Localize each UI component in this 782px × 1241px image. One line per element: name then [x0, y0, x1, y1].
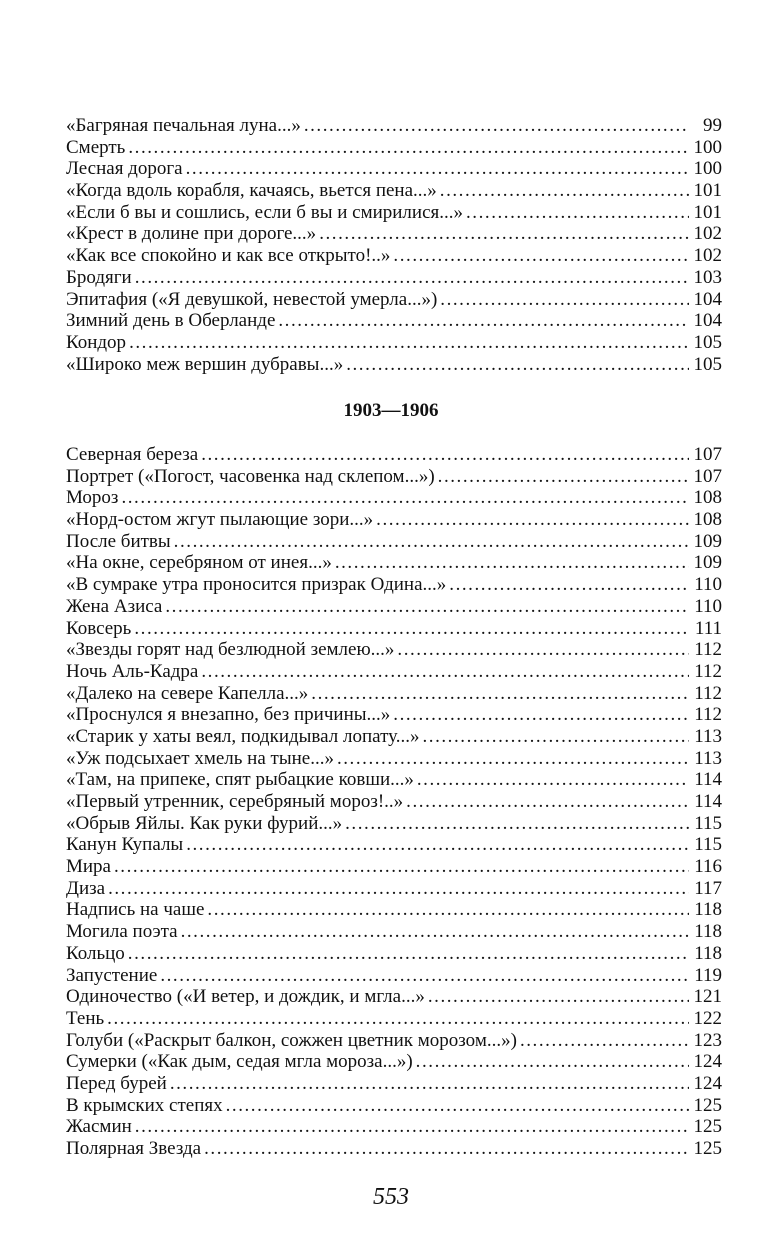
toc-entry-title: Смерть: [66, 136, 126, 158]
dot-leader: [181, 921, 689, 943]
toc-entry-title: Одиночество («И ветер, и дождик, и мгла...»: [66, 986, 425, 1008]
toc-entry-title: «В сумраке утра проносится призрак Одина...»: [66, 574, 447, 596]
toc-entry: [66, 878, 722, 900]
toc-entry-title: Сумерки («Как дым, седая мгла мороза...»): [66, 1051, 413, 1073]
toc-entry: [66, 223, 722, 245]
toc-entry-page: 105: [693, 331, 722, 353]
toc-entry-title: «Там, на припеке, спят рыбацкие ковши...»: [66, 769, 414, 791]
toc-entry-page: 124: [693, 1072, 722, 1094]
toc-entry-title: «Широко меж вершин дубравы...»: [66, 353, 344, 375]
toc-entry-page: 114: [694, 769, 722, 791]
dot-leader: [121, 487, 689, 509]
toc-entry-page: 101: [693, 180, 722, 202]
toc-entry-page: 125: [693, 1138, 722, 1159]
toc-entry: [66, 596, 722, 618]
dot-leader: [304, 115, 689, 137]
toc-entry-title: Жасмин: [66, 1116, 132, 1138]
dot-leader: [438, 466, 689, 488]
toc-entry-page: 124: [693, 1051, 722, 1073]
toc-entry: [66, 683, 722, 705]
toc-entry: [66, 180, 722, 202]
toc-entry-page: 105: [693, 353, 722, 375]
toc-entry: [66, 1095, 722, 1117]
dot-leader: [201, 661, 689, 683]
dot-leader: [440, 180, 689, 202]
toc-entry-title: Полярная Звезда: [66, 1138, 202, 1159]
toc-entry: [66, 986, 722, 1008]
toc-entry-title: Портрет («Погост, часовенка над склепом...»): [66, 465, 435, 487]
dot-leader: [406, 791, 689, 813]
toc-entry: [66, 1030, 722, 1052]
toc-entry-title: Мира: [66, 856, 111, 878]
toc-entry: [66, 1138, 722, 1160]
toc-entry: [66, 158, 722, 180]
toc-entry-title: «Обрыв Яйлы. Как руки фурий...»: [66, 812, 343, 834]
dot-leader: [160, 965, 689, 987]
dot-leader: [128, 943, 689, 965]
toc-entry-page: 114: [694, 791, 722, 812]
toc-entry-title: «Проснулся я внезапно, без причины...»: [66, 704, 391, 726]
toc-entry-title: «Если б вы и сошлись, если б вы и смирилися...»: [66, 201, 463, 223]
toc-entry-title: Мороз: [66, 487, 119, 509]
toc-entry: [66, 466, 722, 488]
toc-entry: [66, 310, 722, 332]
dot-leader: [520, 1030, 689, 1052]
toc-entry-title: Запустение: [66, 964, 158, 986]
toc-entry-title: «Норд-остом жгут пылающие зори...»: [66, 509, 374, 531]
toc-entry: [66, 509, 722, 531]
toc-entry: [66, 267, 722, 289]
toc-entry-page: 103: [693, 266, 722, 288]
dot-leader: [416, 1051, 689, 1073]
dot-leader: [440, 289, 689, 311]
toc-entry-page: 118: [694, 921, 722, 943]
dot-leader: [135, 1116, 689, 1138]
dot-leader: [186, 834, 689, 856]
toc-entry: [66, 965, 722, 987]
toc-entry-page: 101: [693, 201, 722, 223]
toc-entry: [66, 1073, 722, 1095]
dot-leader: [422, 726, 689, 748]
dot-leader: [393, 704, 689, 726]
toc-entry-page: 112: [694, 682, 722, 704]
toc-entry-page: 112: [694, 660, 722, 682]
dot-leader: [335, 552, 689, 574]
toc-entry-title: «Багряная печальная луна...»: [66, 115, 301, 136]
toc-entry-title: «Крест в долине при дороге...»: [66, 223, 317, 245]
dot-leader: [201, 444, 689, 466]
toc-entry: [66, 661, 722, 683]
dot-leader: [226, 1095, 689, 1117]
toc-entry-title: Канун Купалы: [66, 834, 184, 856]
toc-entry: [66, 943, 722, 965]
dot-leader: [108, 878, 689, 900]
toc-entry: [66, 245, 722, 267]
toc-entry: [66, 726, 722, 748]
dot-leader: [346, 354, 689, 376]
toc-entry-page: 110: [694, 595, 722, 617]
toc-entry-title: Кольцо: [66, 942, 125, 964]
dot-leader: [337, 748, 689, 770]
toc-entry-page: 113: [694, 747, 722, 769]
toc-entry-page: 110: [694, 574, 722, 596]
toc-entry-page: 118: [694, 899, 722, 921]
toc-entry-page: 121: [693, 986, 722, 1008]
toc-entry-title: Голуби («Раскрыт балкон, сожжен цветник морозом...»): [66, 1029, 517, 1051]
toc-entry: [66, 1116, 722, 1138]
dot-leader: [114, 856, 689, 878]
toc-entry-title: «Когда вдоль корабля, качаясь, вьется пена...»: [66, 180, 437, 202]
dot-leader: [393, 245, 689, 267]
toc-entry: [66, 552, 722, 574]
toc-entry-title: В крымских степях: [66, 1094, 223, 1116]
toc-entry-page: 125: [693, 1116, 722, 1138]
toc-entry-page: 100: [693, 158, 722, 180]
toc-entry: [66, 115, 722, 137]
toc-entry: [66, 791, 722, 813]
section-heading: 1903—1906: [343, 400, 439, 421]
toc-entry-title: Северная береза: [66, 444, 199, 465]
dot-leader: [107, 1008, 689, 1030]
toc-entry: [66, 137, 722, 159]
dot-leader: [170, 1073, 689, 1095]
dot-leader: [165, 596, 689, 618]
toc-entry-page: 102: [693, 245, 722, 267]
toc-entry: [66, 813, 722, 835]
page-number: 553: [373, 1184, 409, 1210]
toc-entry-page: 112: [694, 639, 722, 661]
toc-entry-title: «Звезды горят над безлюдной землею...»: [66, 639, 395, 661]
toc-entry: [66, 444, 722, 466]
toc-entry-page: 113: [694, 725, 722, 747]
toc-entry: [66, 921, 722, 943]
toc-entry-page: 104: [693, 310, 722, 332]
toc-entry-title: «Старик у хаты веял, подкидывал лопату...»: [66, 725, 420, 747]
toc-entry-title: Могила поэта: [66, 921, 178, 943]
toc-entry-page: 108: [693, 509, 722, 531]
toc-entry-page: 109: [693, 552, 722, 574]
dot-leader: [428, 986, 689, 1008]
toc-entry-page: 115: [694, 834, 722, 856]
toc-entry-page: 125: [693, 1094, 722, 1116]
toc-entry: [66, 332, 722, 354]
toc-entry: [66, 574, 722, 596]
toc-entry: [66, 202, 722, 224]
dot-leader: [319, 223, 689, 245]
toc-entry-title: Кондор: [66, 331, 127, 353]
toc-entry: [66, 769, 722, 791]
dot-leader: [466, 202, 689, 224]
toc-entry: [66, 531, 722, 553]
dot-leader: [128, 137, 689, 159]
toc-entry: [66, 748, 722, 770]
toc-entry: [66, 487, 722, 509]
dot-leader: [174, 531, 689, 553]
toc-entry-page: 104: [693, 288, 722, 310]
toc-entry-title: «Как все спокойно и как все открыто!..»: [66, 245, 391, 267]
toc-entry-title: Тень: [66, 1007, 105, 1029]
toc-entry-title: Диза: [66, 877, 106, 899]
toc-entry: [66, 899, 722, 921]
toc-entry: [66, 704, 722, 726]
toc-list-2: [66, 444, 722, 1160]
toc-entry-page: 107: [693, 444, 722, 465]
toc-entry-title: Бродяги: [66, 266, 132, 288]
toc-entry-page: 117: [694, 877, 722, 899]
dot-leader: [204, 1138, 689, 1160]
toc-entry-title: «Первый утренник, серебряный мороз!..»: [66, 791, 404, 812]
toc-entry-page: 112: [694, 704, 722, 726]
toc-entry-title: Перед бурей: [66, 1072, 167, 1094]
dot-leader: [135, 267, 689, 289]
dot-leader: [129, 332, 689, 354]
toc-entry-page: 119: [694, 964, 722, 986]
toc-entry-title: Эпитафия («Я девушкой, невестой умерла...»): [66, 288, 438, 310]
toc-entry-page: 111: [694, 617, 722, 639]
toc-entry-title: «На окне, серебряном от инея...»: [66, 552, 332, 574]
dot-leader: [278, 310, 689, 332]
dot-leader: [376, 509, 689, 531]
dot-leader: [417, 769, 689, 791]
toc-entry-page: 116: [694, 856, 722, 878]
toc-entry-page: 102: [693, 223, 722, 245]
toc-entry-title: Надпись на чаше: [66, 899, 205, 921]
toc-entry: [66, 1008, 722, 1030]
toc-entry-title: Жена Азиса: [66, 595, 163, 617]
toc-entry-page: 109: [693, 530, 722, 552]
toc-entry-title: Зимний день в Оберланде: [66, 310, 276, 332]
toc-entry-page: 115: [694, 812, 722, 834]
dot-leader: [207, 899, 689, 921]
toc-entry-title: Ковсерь: [66, 617, 132, 639]
toc-entry: [66, 354, 722, 376]
dot-leader: [345, 813, 689, 835]
toc-entry-title: «Уж подсыхает хмель на тыне...»: [66, 747, 334, 769]
dot-leader: [186, 158, 689, 180]
dot-leader: [134, 618, 689, 640]
dot-leader: [311, 683, 689, 705]
dot-leader: [397, 639, 689, 661]
toc-entry-title: Лесная дорога: [66, 158, 183, 180]
toc-entry: [66, 834, 722, 856]
toc-list-1: [66, 115, 722, 375]
toc-entry-page: 123: [693, 1029, 722, 1051]
toc-entry-page: 108: [693, 487, 722, 509]
dot-leader: [449, 574, 689, 596]
toc-entry-title: «Далеко на севере Капелла...»: [66, 682, 309, 704]
toc-entry-title: После битвы: [66, 530, 171, 552]
toc-entry-page: 107: [693, 465, 722, 487]
toc-entry: [66, 639, 722, 661]
toc-entry-page: 100: [693, 136, 722, 158]
toc-entry-page: 122: [693, 1007, 722, 1029]
toc-entry-title: Ночь Аль-Кадра: [66, 660, 199, 682]
toc-entry: [66, 1051, 722, 1073]
toc-entry: [66, 618, 722, 640]
toc-entry-page: 118: [694, 942, 722, 964]
toc-entry-page: 99: [703, 115, 722, 136]
toc-entry: [66, 856, 722, 878]
toc-entry: [66, 289, 722, 311]
